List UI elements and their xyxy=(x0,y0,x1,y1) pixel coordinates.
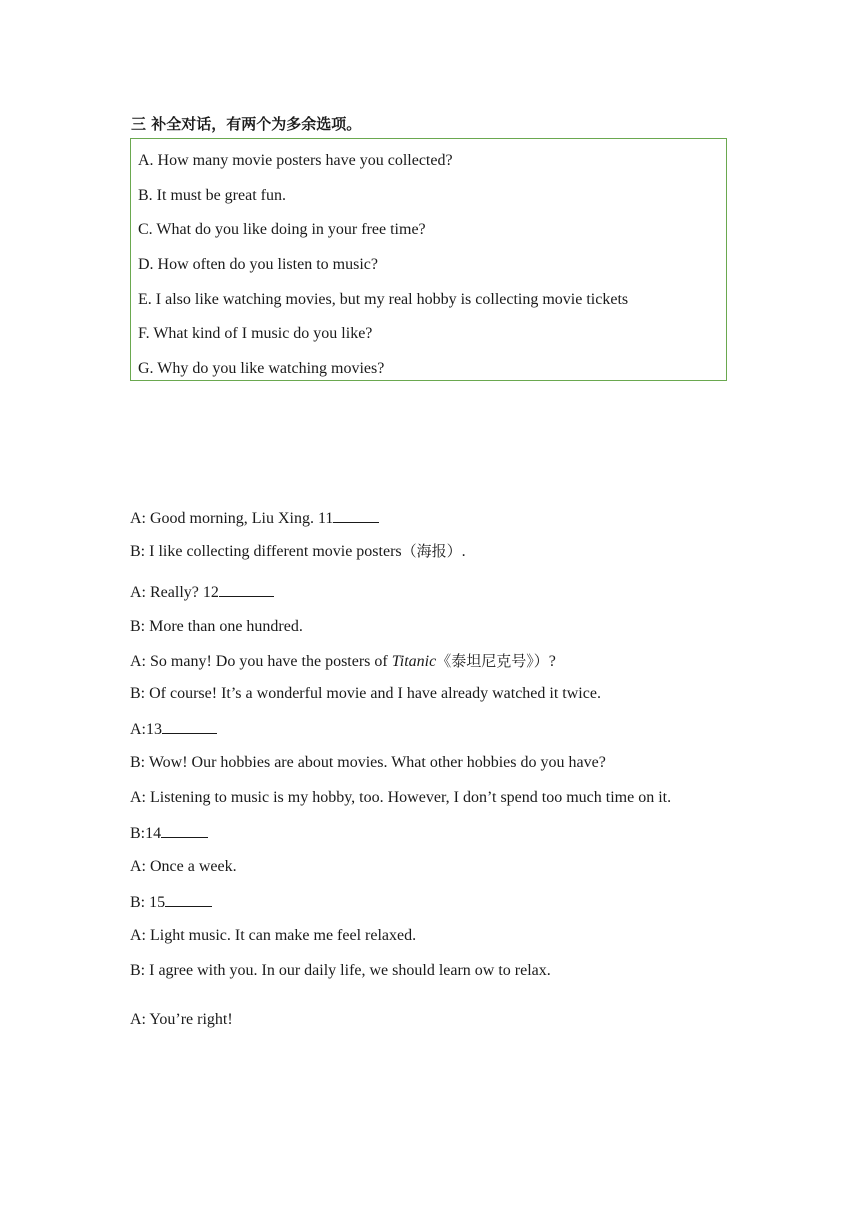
answer-blank-15[interactable] xyxy=(165,892,212,907)
options-box xyxy=(130,138,727,381)
dialogue-line-10 xyxy=(130,823,208,844)
chinese-gloss: 《泰坦尼克号》） xyxy=(436,652,549,670)
dialogue-line-13: A: Light music. It can make me feel relaxed. xyxy=(130,927,417,944)
dialogue-text: B: 15 xyxy=(130,894,166,911)
option-d: D. How often do you listen to music? xyxy=(138,256,378,273)
answer-blank-11[interactable] xyxy=(333,508,379,523)
answer-blank-12[interactable] xyxy=(219,582,274,597)
dialogue-text: A:13 xyxy=(130,721,162,738)
dialogue-line-3 xyxy=(130,582,274,603)
dialogue-text: B: I like collecting different movie posters xyxy=(130,543,402,560)
dialogue-text: ? xyxy=(548,653,556,670)
dialogue-line-12 xyxy=(130,892,212,913)
answer-blank-13[interactable] xyxy=(162,719,217,734)
dialogue-line-15: A: You’re right! xyxy=(130,1011,233,1028)
section-heading: 三 补全对话，有两个为多余选项。 xyxy=(131,115,362,133)
dialogue-text: A: Good morning, Liu Xing. 11 xyxy=(130,510,334,527)
answer-blank-14[interactable] xyxy=(161,823,208,838)
movie-title: Titanic xyxy=(391,653,437,670)
dialogue-line-11: A: Once a week. xyxy=(130,858,237,875)
dialogue-line-6: B: Of course! It’s a wonderful movie and I have already watched it twice. xyxy=(130,685,601,702)
option-c: C. What do you like doing in your free time? xyxy=(138,221,426,238)
dialogue-line-2 xyxy=(130,541,466,562)
dialogue-line-14: B: I agree with you. In our daily life, we should learn ow to relax. xyxy=(130,962,551,979)
option-f: F. What kind of I music do you like? xyxy=(138,325,373,342)
dialogue-line-1 xyxy=(130,508,379,529)
option-a: A. How many movie posters have you collected? xyxy=(138,152,453,169)
option-e: E. I also like watching movies, but my real hobby is collecting movie tickets xyxy=(138,291,629,308)
option-g: G. Why do you like watching movies? xyxy=(138,360,385,377)
dialogue-line-4: B: More than one hundred. xyxy=(130,618,303,635)
dialogue-text: B:14 xyxy=(130,825,162,842)
dialogue-line-7 xyxy=(130,719,217,740)
dialogue-text: . xyxy=(461,543,466,560)
dialogue-line-8: B: Wow! Our hobbies are about movies. What other hobbies do you have? xyxy=(130,754,606,771)
chinese-gloss: （海报） xyxy=(401,542,462,560)
dialogue-text: A: So many! Do you have the posters of xyxy=(130,653,392,670)
option-b: B. It must be great fun. xyxy=(138,187,286,204)
dialogue-line-9: A: Listening to music is my hobby, too. However, I don’t spend too much time on it. xyxy=(130,789,672,806)
dialogue-line-5 xyxy=(130,651,556,672)
dialogue-text: A: Really? 12 xyxy=(130,584,219,601)
